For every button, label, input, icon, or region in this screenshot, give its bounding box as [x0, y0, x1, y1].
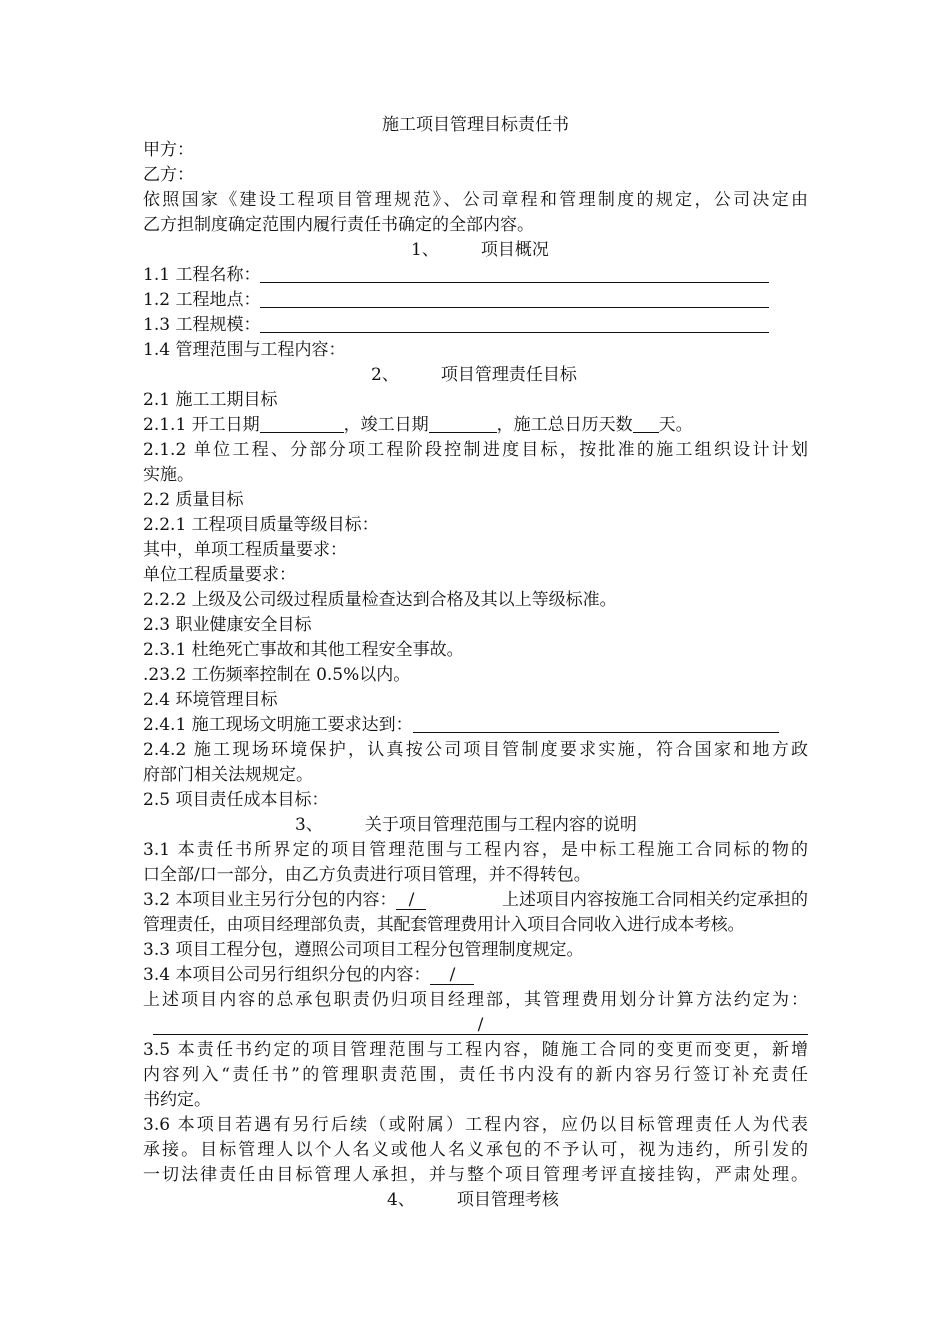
start-date-label: 2.1.1 开工日期: [143, 415, 260, 435]
item-2-3: 2.3 职业健康安全目标: [143, 615, 312, 635]
fee-method-line: [143, 1013, 808, 1038]
item-2-3-1: 2.3.1 杜绝死亡事故和其他工程安全事故。: [143, 640, 464, 660]
intro-line-2: 乙方担制度确定范围内履行责任书确定的全部内容。: [143, 215, 534, 235]
item-2-4: 2.4 环境管理目标: [143, 690, 278, 710]
project-name-blank: [260, 265, 769, 283]
item-1-2-label: 1.2 工程地点：: [143, 290, 261, 310]
section-2-title: 项目管理责任目标: [440, 365, 577, 385]
unit-project-quality: 单位工程质量要求：: [143, 565, 296, 585]
total-days-blank: [633, 415, 659, 433]
section-4-heading: [143, 1188, 808, 1213]
total-days-label: ，施工总日历天数: [496, 415, 633, 435]
company-subcontract-blank: /: [430, 967, 474, 985]
party-b: 乙方：: [143, 165, 194, 185]
item-3-6-line-3: 一切法律责任由目标管理人承担，并与整个项目管理考评直接挂钩，严肃处理。: [143, 1165, 808, 1185]
item-1-3-label: 1.3 工程规模：: [143, 315, 261, 335]
document-title: 施工项目管理目标责任书: [382, 115, 569, 135]
item-1-1-label: 1.1 工程名称：: [143, 265, 261, 285]
owner-subcontract-blank: /: [396, 892, 426, 910]
item-2-4-1-label: 2.4.1 施工现场文明施工要求达到：: [143, 715, 413, 735]
project-location-blank: [260, 290, 769, 308]
intro-line-1: 依照国家《建设工程项目管理规范》、公司章程和管理制度的规定，公司决定由: [143, 190, 808, 210]
item-3-6-line-1: 3.6 本项目若遇有另行后续（或附属）工程内容，应仍以目标管理责任人为代表: [143, 1115, 808, 1135]
item-2-2: 2.2 质量目标: [143, 490, 244, 510]
section-3-heading: [143, 813, 808, 838]
fee-method-blank: /: [153, 1017, 808, 1035]
item-1-1: [143, 263, 808, 288]
item-2-2-1: 2.2.1 工程项目质量等级目标：: [143, 515, 379, 535]
section-1-number: 1、: [411, 240, 439, 260]
item-3-2-line-2: 管理责任，由项目经理部负责，其配套管理费用计入项目合同收入进行成本考核。: [143, 915, 745, 935]
item-1-4: 1.4 管理范围与工程内容：: [143, 340, 346, 360]
section-2-heading: [143, 363, 808, 388]
section-4-title: 项目管理考核: [456, 1190, 559, 1210]
section-4-number: 4、: [387, 1190, 415, 1210]
item-3-6-line-2: 承接。目标管理人以个人名义或他人名义承包的不予认可，视为违约，所引发的: [143, 1140, 808, 1160]
item-2-1-2-line-1: 2.1.2 单位工程、分部分项工程阶段控制进度目标，按批准的施工组织设计计划: [143, 440, 808, 460]
item-3-5-line-1: 3.5 本责任书约定的项目管理范围与工程内容，随施工合同的变更而变更，新增: [143, 1040, 808, 1060]
item-3-2-label: 3.2 本项目业主另行分包的内容：: [143, 890, 397, 910]
item-2-4-2-line-2: 府部门相关法规规定。: [143, 765, 313, 785]
section-2-number: 2、: [371, 365, 399, 385]
item-2-1: 2.1 施工工期目标: [143, 390, 278, 410]
item-3-1-line-2: 口全部/口一部分，由乙方负责进行项目管理，并不得转包。: [143, 865, 591, 885]
item-3-4-text: 上述项目内容的总承包职责仍归项目经理部，其管理费用划分计算方法约定为：: [143, 990, 808, 1010]
item-3-2-line-1: [143, 888, 808, 913]
single-project-quality: 其中，单项工程质量要求：: [143, 540, 347, 560]
item-2-3-2: .23.2 工伤频率控制在 0.5%以内。: [143, 665, 411, 685]
section-1-heading: [143, 238, 808, 263]
document-page: [143, 113, 808, 1213]
party-a: 甲方：: [143, 140, 194, 160]
start-date-blank: [260, 415, 344, 433]
item-2-4-1: [143, 713, 808, 738]
civilized-construction-blank: [413, 715, 779, 733]
item-3-5-line-3: 书约定。: [143, 1090, 211, 1110]
item-2-1-2-line-2: 实施。: [143, 465, 194, 485]
item-3-3: 3.3 项目工程分包，遵照公司项目工程分包管理制度规定。: [143, 940, 584, 960]
item-1-3: [143, 313, 808, 338]
item-2-4-2-line-1: 2.4.2 施工现场环境保护，认真按公司项目管制度要求实施，符合国家和地方政: [143, 740, 808, 760]
completion-date-blank: [429, 415, 497, 433]
item-3-5-line-2: 内容列入“责任书”的管理职责范围，责任书内没有的新内容另行签订补充责任: [143, 1065, 808, 1085]
item-3-2-text: 上述项目内容按施工合同相关约定承担的: [502, 890, 808, 910]
item-2-2-2: 2.2.2 上级及公司级过程质量检查达到合格及其以上等级标准。: [143, 590, 617, 610]
completion-date-label: ，竣工日期: [343, 415, 429, 435]
item-3-1-line-1: 3.1 本责任书所界定的项目管理范围与工程内容，是中标工程施工合同标的物的: [143, 840, 808, 860]
section-3-number: 3、: [295, 815, 323, 835]
section-1-title: 项目概况: [480, 240, 549, 260]
project-scale-blank: [260, 315, 769, 333]
section-3-title: 关于项目管理范围与工程内容的说明: [364, 815, 637, 835]
item-1-2: [143, 288, 808, 313]
item-3-4-label: 3.4 本项目公司另行组织分包的内容：: [143, 965, 431, 985]
item-2-5: 2.5 项目责任成本目标：: [143, 790, 329, 810]
days-unit: 天。: [658, 415, 693, 435]
item-3-4: [143, 963, 808, 988]
item-2-1-1: [143, 413, 808, 438]
